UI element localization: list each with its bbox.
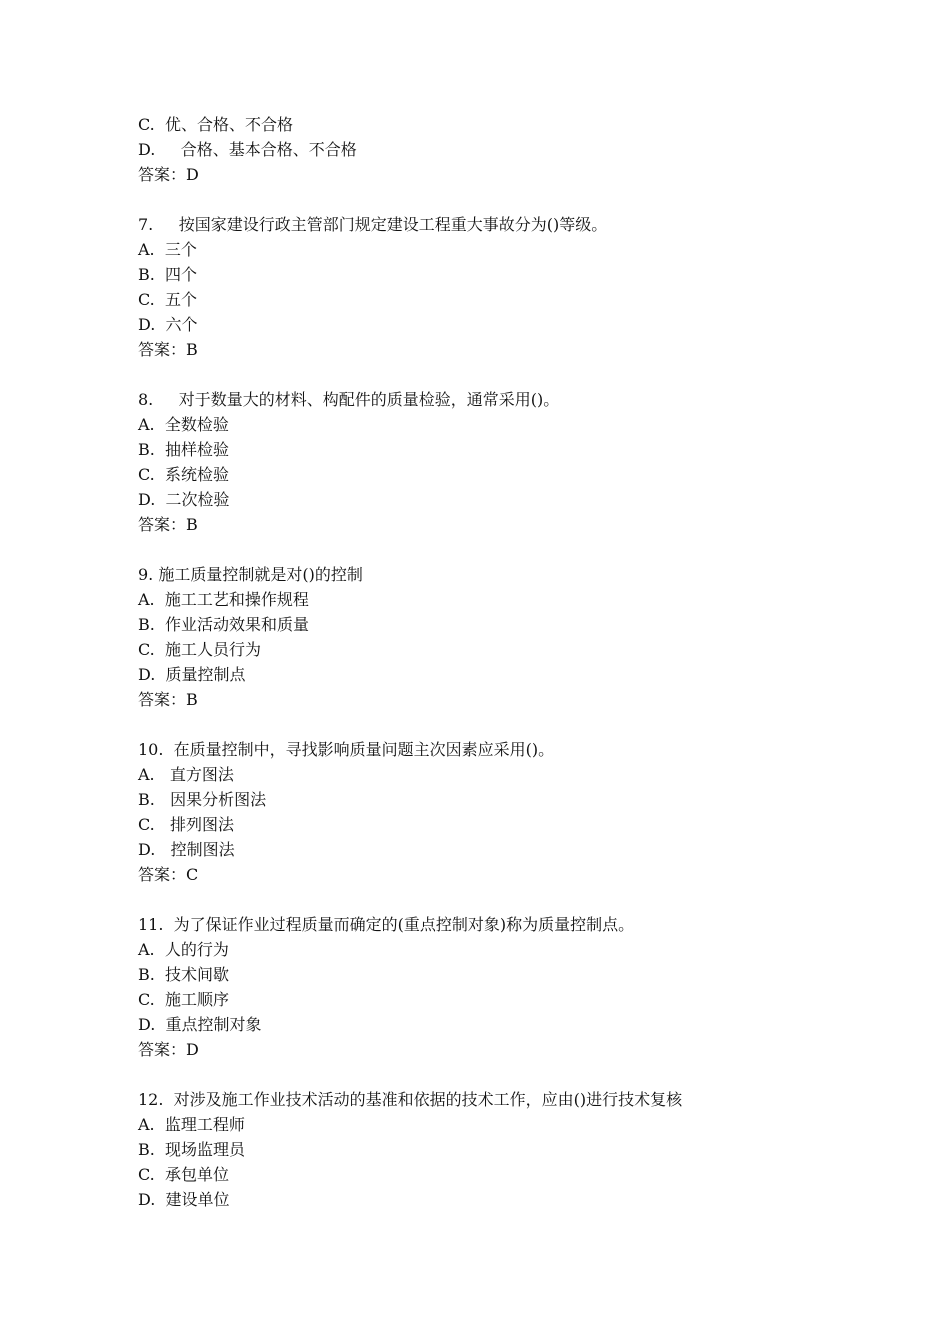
option-text: 排列图法 [170,815,235,834]
question-text: 对涉及施工作业技术活动的基准和依据的技术工作，应由()进行技术复核 [173,1090,683,1109]
option-letter: C. [138,990,155,1009]
answer-line [138,1037,878,1062]
question-number: 10. [138,740,164,759]
answer-line [138,337,878,362]
option-line [138,412,878,437]
option-letter: B. [138,440,155,459]
option-text: 六个 [165,315,198,334]
option-line [138,1187,878,1212]
question-text: 在质量控制中，寻找影响质量问题主次因素应采用()。 [173,740,555,759]
question-line [138,912,878,937]
option-line [138,587,878,612]
option-letter: D. [138,490,156,509]
option-line [138,612,878,637]
spacer [138,362,878,387]
question-number: 8. [138,390,154,409]
option-line [138,987,878,1012]
question-text: 为了保证作业过程质量而确定的(重点控制对象)称为质量控制点。 [173,915,635,934]
option-text: 系统检验 [164,465,229,484]
option-line [138,262,878,287]
option-letter: A. [138,415,155,434]
option-letter: B. [138,1140,155,1159]
question-block-10 [138,737,878,887]
option-letter: D. [138,1015,156,1034]
answer-label: 答案： [138,165,187,184]
option-letter: D. [138,140,156,159]
option-line [138,1112,878,1137]
question-line [138,737,878,762]
spacer [138,1062,878,1087]
option-letter: C. [138,1165,155,1184]
option-line [138,312,878,337]
option-text: 人的行为 [164,940,229,959]
prev-question-block [138,112,878,187]
option-line [138,662,878,687]
option-text: 抽样检验 [165,440,230,459]
option-letter: C. [138,115,155,134]
option-letter: B. [138,265,155,284]
question-number: 9. [138,565,154,584]
question-number: 12. [138,1090,164,1109]
answer-line [138,162,878,187]
answer-value: B [186,340,198,359]
option-line [138,487,878,512]
option-line [138,962,878,987]
option-line [138,437,878,462]
option-text: 直方图法 [169,765,234,784]
option-text: 重点控制对象 [165,1015,262,1034]
option-line [138,762,878,787]
question-line [138,562,878,587]
option-text: 施工顺序 [164,990,229,1009]
option-letter: A. [138,940,155,959]
option-line [138,462,878,487]
question-line [138,387,878,412]
answer-value: C [186,865,199,884]
option-letter: B. [138,965,155,984]
question-text: 按国家建设行政主管部门规定建设工程重大事故分为()等级。 [178,215,608,234]
option-text: 质量控制点 [165,665,246,684]
answer-label: 答案： [138,340,187,359]
answer-label: 答案： [138,1040,187,1059]
option-letter: C. [138,465,155,484]
option-line [138,1162,878,1187]
option-text: 承包单位 [164,1165,229,1184]
option-letter: D. [138,1190,156,1209]
option-text: 监理工程师 [164,1115,245,1134]
answer-value: D [186,1040,199,1059]
option-letter: C. [138,640,155,659]
option-text: 四个 [165,265,198,284]
option-text: 优、合格、不合格 [164,115,293,134]
option-text: 合格、基本合格、不合格 [180,140,357,159]
option-letter: A. [138,590,155,609]
answer-value: B [186,515,198,534]
option-letter: C. [138,290,155,309]
option-text: 技术间歇 [165,965,230,984]
answer-label: 答案： [138,690,187,709]
option-letter: B. [138,615,155,634]
option-letter: A. [138,765,155,784]
question-block-8 [138,387,878,537]
option-text: 施工人员行为 [164,640,261,659]
answer-value: D [186,165,199,184]
option-letter: A. [138,240,155,259]
spacer [138,712,878,737]
option-line [138,812,878,837]
spacer [138,887,878,912]
spacer [138,187,878,212]
option-text: 控制图法 [170,840,235,859]
option-text: 因果分析图法 [170,790,267,809]
option-line [138,837,878,862]
option-letter: D. [138,840,156,859]
option-text: 五个 [164,290,197,309]
answer-line [138,512,878,537]
question-block-9 [138,562,878,712]
question-number: 11. [138,915,164,934]
document-page [138,112,878,1212]
question-number: 7. [138,215,154,234]
question-line [138,1087,878,1112]
question-line [138,212,878,237]
option-text: 三个 [164,240,197,259]
option-text: 建设单位 [165,1190,230,1209]
answer-label: 答案： [138,865,187,884]
question-text: 对于数量大的材料、构配件的质量检验，通常采用()。 [178,390,560,409]
question-block-7 [138,212,878,362]
option-line [138,237,878,262]
option-text: 施工工艺和操作规程 [164,590,309,609]
option-line [138,937,878,962]
question-block-11 [138,912,878,1062]
option-text: 作业活动效果和质量 [165,615,310,634]
option-letter: D. [138,665,156,684]
option-letter: C. [138,815,155,834]
option-line [138,287,878,312]
option-text: 现场监理员 [165,1140,246,1159]
answer-line [138,687,878,712]
question-text: 施工质量控制就是对()的控制 [158,565,363,584]
option-letter: B. [138,790,155,809]
spacer [138,537,878,562]
option-line [138,1137,878,1162]
option-line [138,787,878,812]
option-text: 二次检验 [165,490,230,509]
option-line [138,137,878,162]
option-letter: D. [138,315,156,334]
answer-value: B [186,690,198,709]
option-line [138,637,878,662]
option-letter: A. [138,1115,155,1134]
option-line [138,112,878,137]
option-line [138,1012,878,1037]
option-text: 全数检验 [164,415,229,434]
answer-label: 答案： [138,515,187,534]
answer-line [138,862,878,887]
question-block-12 [138,1087,878,1212]
